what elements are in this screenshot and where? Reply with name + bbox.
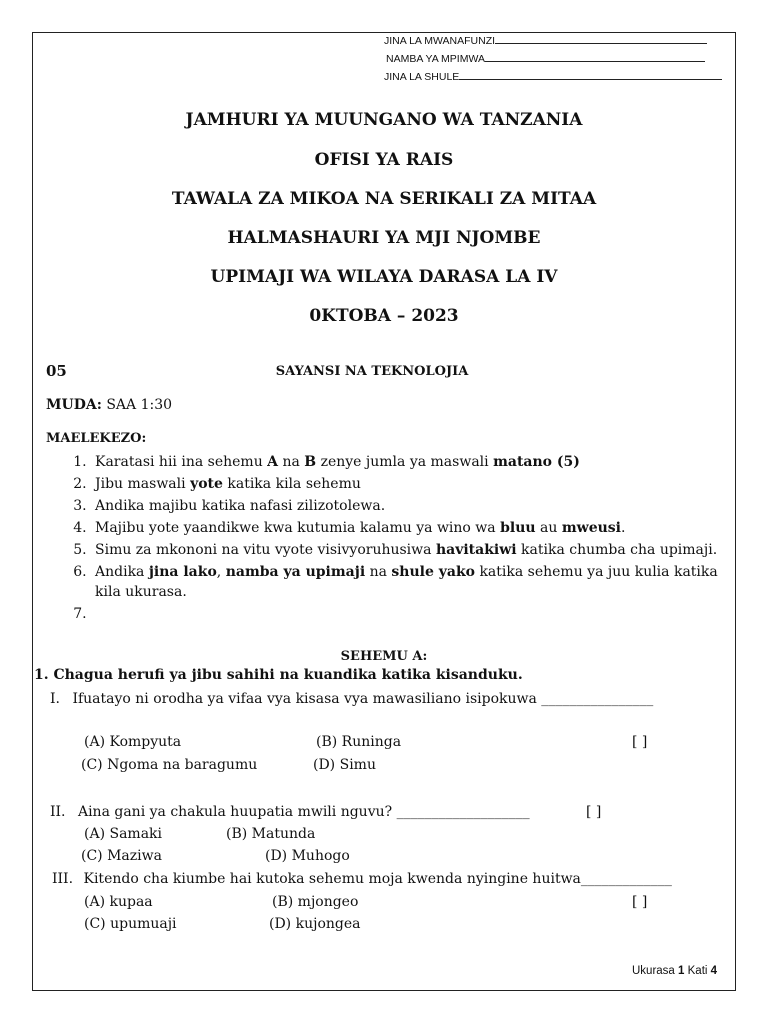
item-1-option-c: (C) Ngoma na baragumu: [81, 757, 258, 773]
instruction-text: .: [620, 520, 626, 536]
instruction-item: [91, 540, 741, 560]
school-name-line: [459, 70, 722, 80]
instruction-item: [91, 452, 741, 472]
time-row: [46, 397, 172, 413]
instruction-item: [91, 474, 741, 494]
instruction-text: yote: [190, 476, 223, 492]
item-1-option-a: (A) Kompyuta: [84, 734, 182, 750]
question-heading: 1. Chagua herufi ya jibu sahihi na kuandika katika kisanduku.: [34, 667, 523, 683]
instruction-text: matano (5): [493, 454, 580, 470]
instruction-item: [91, 518, 741, 538]
item-3-text: Kitendo cha kiumbe hai kutoka sehemu moja kwenda nyingine huitwa: [83, 871, 581, 887]
item-3-option-d: (D) kujongea: [269, 916, 361, 932]
instruction-item: [91, 604, 741, 624]
instruction-text: A: [267, 454, 279, 470]
item-2-option-b: (B) Matunda: [226, 826, 316, 842]
title-date: 0KTOBA – 2023: [309, 306, 459, 326]
item-3-option-a: (A) kupaa: [84, 894, 153, 910]
item-2-blank: ___________________: [396, 804, 530, 820]
instruction-text: Karatasi hii ina sehemu: [95, 454, 268, 470]
item-1-blank: ________________: [541, 691, 654, 707]
item-3-blank: _____________: [580, 871, 672, 887]
time-label: MUDA:: [46, 397, 102, 413]
instruction-text: na: [278, 454, 305, 470]
title-office: OFISI YA RAIS: [314, 150, 454, 170]
section-title: SEHEMU A:: [340, 649, 428, 664]
item-3-option-c: (C) upumuaji: [84, 916, 177, 932]
student-name-label: JINA LA MWANAFUNZI: [384, 35, 496, 47]
instruction-text: Simu za mkononi na vitu vyote visivyoruhusiwa: [95, 542, 436, 558]
item-1-question: [50, 691, 653, 707]
instruction-text: katika sehemu ya juu kulia katika kila ukurasa.: [95, 564, 718, 600]
instruction-text: Jibu maswali: [95, 476, 191, 492]
instruction-item: [91, 562, 741, 602]
instruction-item: [91, 496, 741, 516]
item-3-roman: III.: [52, 871, 74, 887]
item-3-question: [52, 871, 672, 887]
page-number: [632, 965, 717, 977]
page-current: 1: [678, 965, 685, 977]
instruction-text: jina lako: [148, 564, 217, 580]
exam-number-field: [386, 52, 705, 65]
title-council: HALMASHAURI YA MJI NJOMBE: [227, 228, 541, 248]
instruction-text: Andika majibu katika nafasi zilizotolewa.: [95, 498, 386, 514]
instructions-list: [46, 452, 741, 626]
item-2-option-c: (C) Maziwa: [81, 848, 162, 864]
instruction-text: ,: [216, 564, 226, 580]
subject-code: 05: [46, 362, 67, 380]
time-value: SAA 1:30: [106, 397, 173, 413]
page-border-bottom: [32, 990, 736, 991]
page-of-label: Kati: [687, 965, 708, 977]
instruction-text: na: [365, 564, 392, 580]
title-regional: TAWALA ZA MIKOA NA SERIKALI ZA MITAA: [171, 189, 597, 209]
item-1-roman: I.: [50, 691, 60, 707]
instruction-text: katika kila sehemu: [222, 476, 361, 492]
exam-number-line: [485, 52, 705, 62]
title-exam: UPIMAJI WA WILAYA DARASA LA IV: [210, 267, 558, 287]
page-label: Ukurasa: [632, 965, 675, 977]
instruction-text: namba ya upimaji: [225, 564, 366, 580]
instruction-text: au: [535, 520, 562, 536]
school-name-field: [384, 70, 722, 83]
instruction-text: shule yako: [391, 564, 475, 580]
item-1-text: Ifuatayo ni orodha ya vifaa vya kisasa vya mawasiliano isipokuwa: [72, 691, 537, 707]
student-name-field: [384, 34, 707, 47]
instruction-text: zenye jumla ya maswali: [316, 454, 494, 470]
school-name-label: JINA LA SHULE: [384, 71, 460, 83]
item-1-option-d: (D) Simu: [313, 757, 376, 773]
instructions-heading: MAELEKEZO:: [46, 431, 147, 446]
item-3-option-b: (B) mjongeo: [272, 894, 359, 910]
item-2-option-a: (A) Samaki: [84, 826, 163, 842]
item-2-question: [50, 804, 530, 820]
instruction-text: Andika: [95, 564, 149, 580]
instruction-text: Majibu yote yaandikwe kwa kutumia kalamu ya wino wa: [95, 520, 501, 536]
subject-name: SAYANSI NA TEKNOLOJIA: [275, 364, 469, 379]
instruction-text: mweusi: [561, 520, 621, 536]
instruction-text: bluu: [500, 520, 536, 536]
instruction-text: B: [304, 454, 317, 470]
item-2-text: Aina gani ya chakula huupatia mwili nguvu?: [77, 804, 393, 820]
item-2-answer-box[interactable]: [ ]: [586, 804, 602, 820]
page-total: 4: [710, 965, 718, 977]
item-1-option-b: (B) Runinga: [316, 734, 402, 750]
item-1-answer-box[interactable]: [ ]: [632, 734, 648, 750]
item-2-option-d: (D) Muhogo: [265, 848, 350, 864]
title-republic: JAMHURI YA MUUNGANO WA TANZANIA: [185, 110, 583, 130]
item-3-answer-box[interactable]: [ ]: [632, 894, 648, 910]
item-2-roman: II.: [50, 804, 66, 820]
exam-number-label: NAMBA YA MPIMWA: [386, 53, 485, 65]
student-name-line: [495, 34, 707, 44]
instruction-text: katika chumba cha upimaji.: [516, 542, 718, 558]
instruction-text: havitakiwi: [435, 542, 517, 558]
